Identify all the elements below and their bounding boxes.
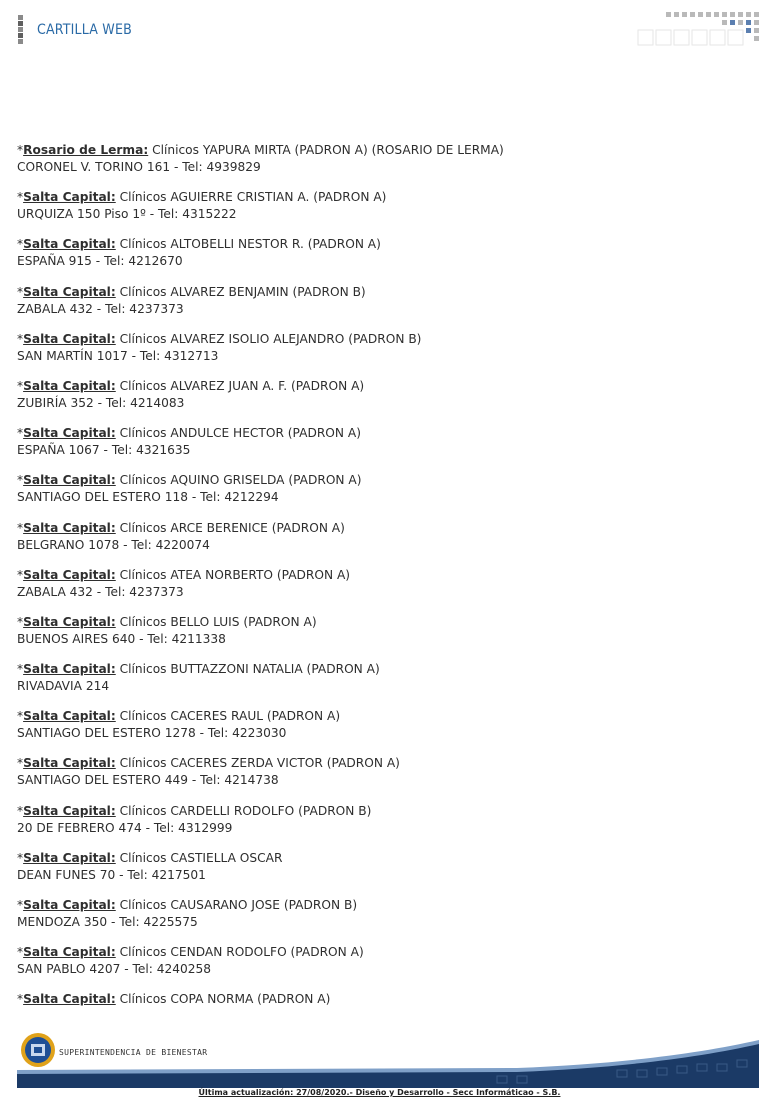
footer-wave-decoration (17, 1030, 759, 1088)
provider-detail: Clínicos ALTOBELLI NESTOR R. (PADRON A) (119, 237, 381, 252)
location-link[interactable]: Salta Capital: (23, 850, 116, 865)
list-item (17, 708, 737, 755)
bullet-asterisk: * (17, 426, 24, 441)
list-item (17, 944, 737, 991)
footer-banner (17, 1030, 759, 1088)
provider-detail: Clínicos BELLO LUIS (PADRON A) (119, 614, 317, 629)
location-link[interactable]: Salta Capital: (23, 992, 116, 1007)
list-item (17, 567, 737, 614)
list-item (17, 236, 737, 283)
provider-address: SAN MARTÍN 1017 - Tel: 4312713 (17, 348, 219, 363)
bullet-asterisk: * (17, 473, 24, 488)
provider-detail: Clínicos AQUINO GRISELDA (PADRON A) (119, 473, 362, 488)
provider-address: SAN PABLO 4207 - Tel: 4240258 (17, 962, 212, 977)
provider-detail: Clínicos CACERES ZERDA VICTOR (PADRON A) (119, 756, 400, 771)
list-item (17, 331, 737, 378)
provider-address: SANTIAGO DEL ESTERO 118 - Tel: 4212294 (17, 490, 279, 505)
location-link[interactable]: Salta Capital: (23, 284, 116, 299)
provider-address: ESPAÑA 915 - Tel: 4212670 (17, 254, 183, 269)
bullet-asterisk: * (17, 756, 24, 771)
provider-address: RIVADAVIA 214 (17, 679, 110, 694)
provider-detail: Clínicos CARDELLI RODOLFO (PADRON B) (119, 803, 372, 818)
bullet-asterisk: * (17, 945, 24, 960)
provider-detail: Clínicos CAUSARANO JOSE (PADRON B) (119, 898, 358, 912)
list-item (17, 472, 737, 519)
provider-detail: Clínicos COPA NORMA (PADRON A) (119, 992, 331, 1007)
provider-detail: Clínicos AGUIERRE CRISTIAN A. (PADRON A) (119, 190, 387, 205)
bullet-asterisk: * (17, 803, 24, 818)
location-link[interactable]: Salta Capital: (23, 567, 116, 582)
pixel-grid-icon (636, 12, 759, 48)
list-item (17, 850, 737, 897)
list-item (17, 803, 737, 850)
bullet-asterisk: * (17, 662, 24, 677)
page-title: CARTILLA WEB (37, 22, 132, 38)
bullet-asterisk: * (17, 850, 24, 865)
location-link[interactable]: Salta Capital: (23, 709, 116, 724)
provider-address: URQUIZA 150 Piso 1º - Tel: 4315222 (17, 207, 237, 222)
bullet-asterisk: * (17, 190, 24, 205)
location-link[interactable]: Salta Capital: (23, 520, 116, 535)
organization-name: SUPERINTENDENCIA DE BIENESTAR (59, 1048, 208, 1057)
location-link[interactable]: Salta Capital: (23, 803, 116, 818)
provider-address: MENDOZA 350 - Tel: 4225575 (17, 915, 198, 929)
footer-update-note: Última actualización: 27/08/2020.- Diseño y Desarrollo - Secc Informáticao - S.B. (198, 1088, 561, 1097)
provider-address: ZABALA 432 - Tel: 4237373 (17, 584, 184, 599)
location-link[interactable]: Salta Capital: (23, 662, 116, 677)
provider-address: ZUBIRÍA 352 - Tel: 4214083 (17, 395, 185, 410)
provider-detail: Clínicos CASTIELLA OSCAR (119, 850, 283, 865)
provider-detail: Clínicos ALVAREZ ISOLIO ALEJANDRO (PADRON B) (119, 331, 422, 346)
provider-address: SANTIAGO DEL ESTERO 1278 - Tel: 4223030 (17, 726, 287, 741)
bullet-asterisk: * (17, 567, 24, 582)
provider-detail: Clínicos ALVAREZ JUAN A. F. (PADRON A) (119, 378, 365, 393)
list-item (17, 520, 737, 567)
provider-address: CORONEL V. TORINO 161 - Tel: 4939829 (17, 160, 261, 174)
provider-detail: Clínicos ANDULCE HECTOR (PADRON A) (119, 426, 361, 441)
provider-detail: Clínicos ATEA NORBERTO (PADRON A) (119, 567, 351, 582)
list-item (17, 189, 737, 236)
provider-address: SANTIAGO DEL ESTERO 449 - Tel: 4214738 (17, 773, 279, 788)
provider-address: ZABALA 432 - Tel: 4237373 (17, 301, 184, 316)
bullet-asterisk: * (17, 378, 24, 393)
list-item (17, 142, 737, 189)
provider-address: 20 DE FEBRERO 474 - Tel: 4312999 (17, 820, 233, 835)
list-item (17, 897, 737, 944)
provider-detail: Clínicos BUTTAZZONI NATALIA (PADRON A) (119, 662, 380, 677)
header-mark-icon (18, 15, 23, 47)
list-item (17, 284, 737, 331)
location-link[interactable]: Salta Capital: (23, 614, 116, 629)
provider-address: BUENOS AIRES 640 - Tel: 4211338 (17, 631, 226, 646)
list-item (17, 425, 737, 472)
location-link[interactable]: Salta Capital: (23, 898, 116, 912)
provider-detail: Clínicos YAPURA MIRTA (PADRON A) (ROSARIO DE LERMA) (152, 143, 504, 157)
provider-address: ESPAÑA 1067 - Tel: 4321635 (17, 443, 191, 458)
location-link[interactable]: Salta Capital: (23, 237, 116, 252)
institution-seal-icon (20, 1032, 56, 1068)
provider-detail: Clínicos CACERES RAUL (PADRON A) (119, 709, 341, 724)
location-link[interactable]: Salta Capital: (23, 190, 116, 205)
bullet-asterisk: * (17, 331, 24, 346)
location-link[interactable]: Rosario de Lerma: (23, 143, 149, 157)
bullet-asterisk: * (17, 284, 24, 299)
provider-detail: Clínicos ALVAREZ BENJAMIN (PADRON B) (119, 284, 366, 299)
bullet-asterisk: * (17, 898, 24, 912)
list-item (17, 755, 737, 802)
provider-list (17, 142, 737, 1039)
list-item (17, 378, 737, 425)
provider-address: BELGRANO 1078 - Tel: 4220074 (17, 537, 210, 552)
list-item (17, 614, 737, 661)
location-link[interactable]: Salta Capital: (23, 331, 116, 346)
location-link[interactable]: Salta Capital: (23, 945, 116, 960)
bullet-asterisk: * (17, 614, 24, 629)
location-link[interactable]: Salta Capital: (23, 473, 116, 488)
bullet-asterisk: * (17, 992, 24, 1007)
bullet-asterisk: * (17, 143, 24, 157)
provider-address: DEAN FUNES 70 - Tel: 4217501 (17, 867, 206, 882)
bullet-asterisk: * (17, 520, 24, 535)
list-item (17, 661, 737, 708)
bullet-asterisk: * (17, 709, 24, 724)
location-link[interactable]: Salta Capital: (23, 426, 116, 441)
location-link[interactable]: Salta Capital: (23, 378, 116, 393)
location-link[interactable]: Salta Capital: (23, 756, 116, 771)
bullet-asterisk: * (17, 237, 24, 252)
provider-detail: Clínicos ARCE BERENICE (PADRON A) (119, 520, 345, 535)
provider-detail: Clínicos CENDAN RODOLFO (PADRON A) (119, 945, 364, 960)
